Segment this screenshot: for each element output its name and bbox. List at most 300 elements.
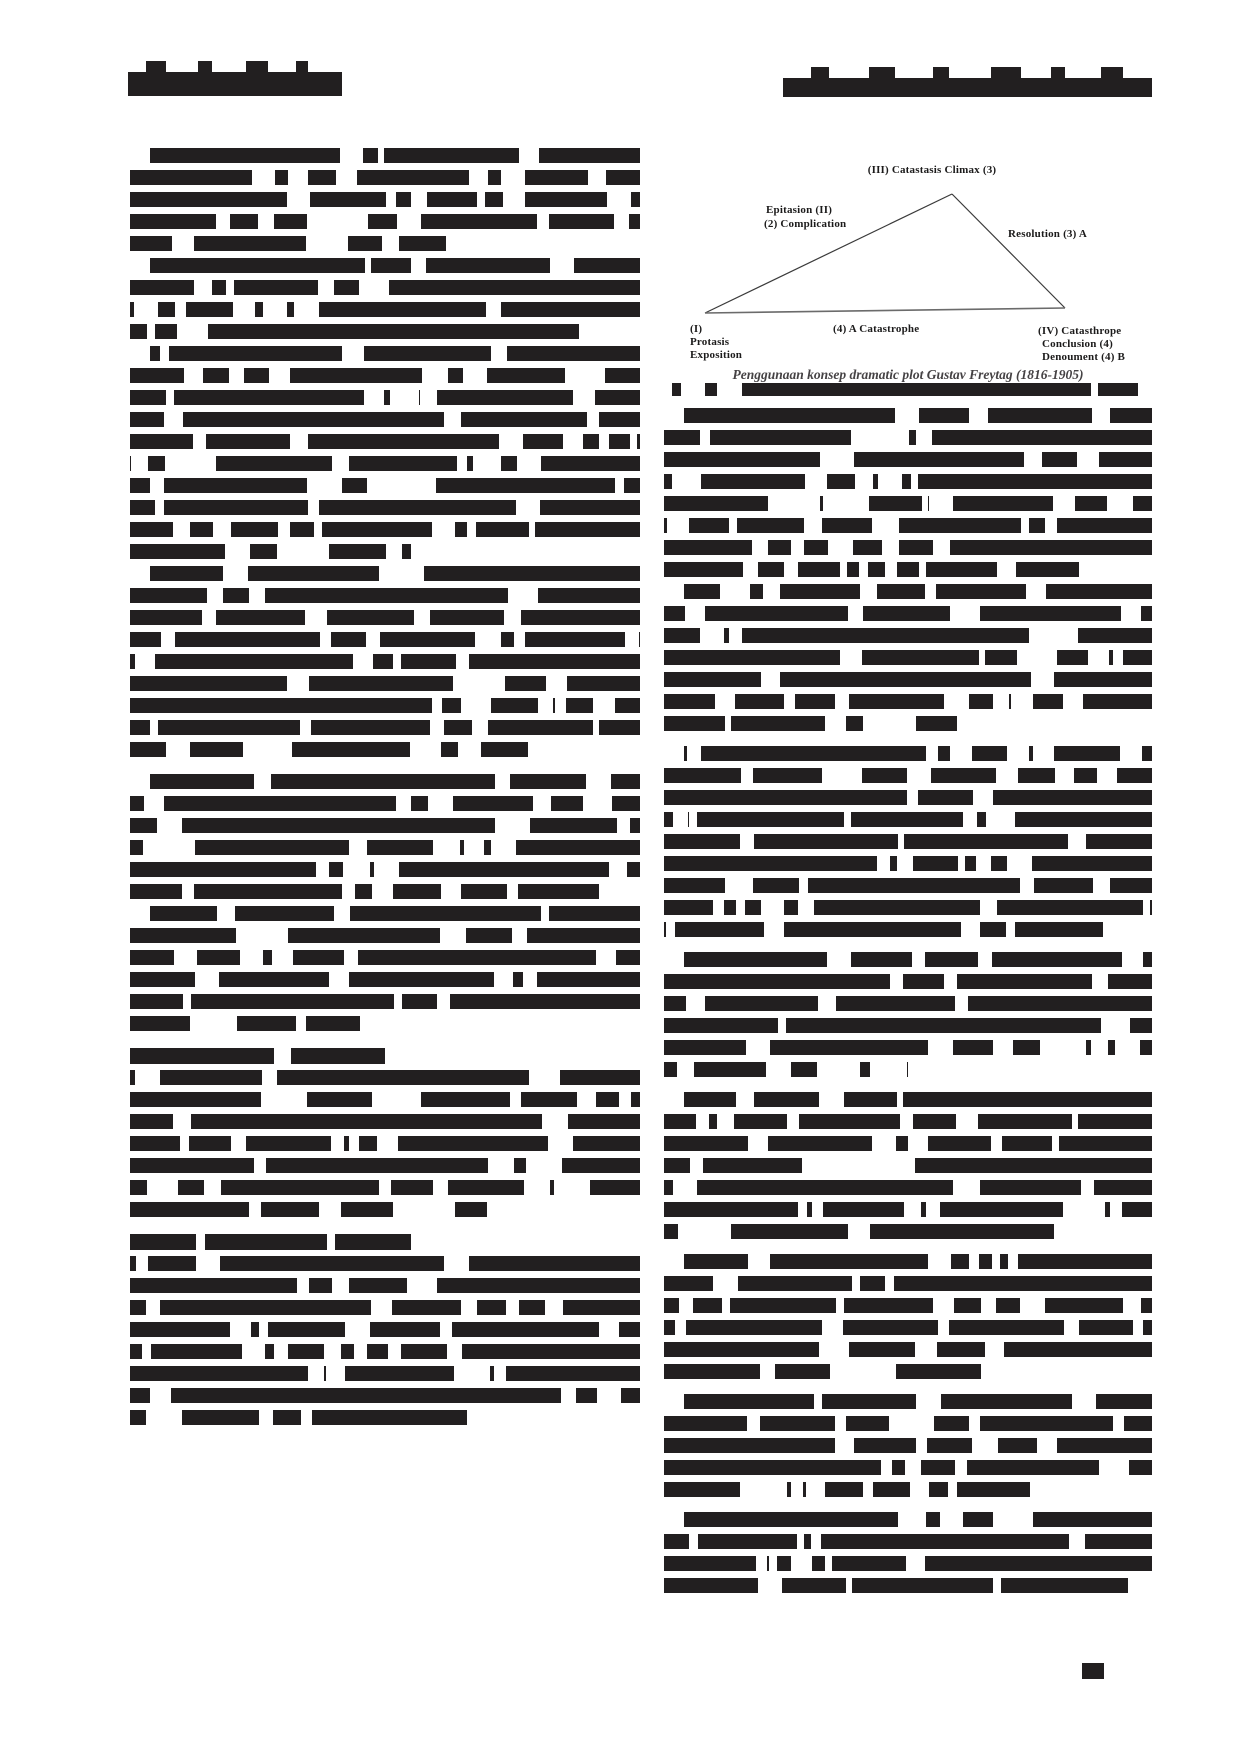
header-left-redaction-bar xyxy=(128,72,342,96)
redacted-text-line xyxy=(130,840,640,855)
redacted-text-line xyxy=(664,540,1152,555)
header-redaction-ascender-bump xyxy=(296,61,308,73)
redaction-word-gap xyxy=(993,1578,1001,1593)
redacted-text-line xyxy=(150,258,640,273)
redaction-word-gap xyxy=(457,456,467,471)
redaction-word-gap xyxy=(297,1278,309,1293)
redaction-word-gap xyxy=(533,796,551,811)
redaction-word-gap xyxy=(287,676,309,691)
redaction-word-gap xyxy=(768,496,820,511)
label-protasis-line3: Exposition xyxy=(690,349,743,361)
header-redaction-ascender-bump xyxy=(933,67,949,79)
redacted-text-line xyxy=(664,496,1152,511)
redaction-word-gap xyxy=(411,258,426,273)
redaction-word-gap xyxy=(823,496,869,511)
redacted-text-line xyxy=(664,1114,1152,1129)
redaction-word-gap xyxy=(997,562,1016,577)
redaction-word-gap xyxy=(916,1438,926,1453)
redacted-text-line xyxy=(664,562,1079,577)
redaction-word-gap xyxy=(411,192,428,207)
redaction-word-gap xyxy=(554,1180,589,1195)
redaction-word-gap xyxy=(955,996,968,1011)
page-number-redaction-block xyxy=(1082,1663,1104,1679)
redaction-word-gap xyxy=(354,1344,367,1359)
redaction-word-gap xyxy=(464,840,484,855)
redaction-word-gap xyxy=(550,258,574,273)
redaction-word-gap xyxy=(504,610,520,625)
redaction-word-gap xyxy=(835,1416,846,1431)
redacted-text-line xyxy=(130,478,640,493)
redacted-text-line xyxy=(684,1254,1152,1269)
redacted-text-line xyxy=(130,1180,640,1195)
redaction-word-gap xyxy=(407,1278,433,1293)
redaction-word-gap xyxy=(1011,694,1033,709)
redacted-text-line xyxy=(664,974,1152,989)
redaction-word-gap xyxy=(213,522,231,537)
redacted-text-line xyxy=(130,170,640,185)
redaction-word-gap xyxy=(908,1136,928,1151)
left-column-redacted-text xyxy=(130,148,640,1432)
redaction-word-gap xyxy=(736,900,745,915)
redaction-word-gap xyxy=(252,170,275,185)
redaction-word-gap xyxy=(1037,1438,1057,1453)
label-epitasion-line1: Epitasion (II) xyxy=(766,204,833,216)
redaction-word-gap xyxy=(980,900,998,915)
redaction-word-gap xyxy=(193,434,206,449)
redaction-word-gap xyxy=(290,434,307,449)
redacted-text-line xyxy=(130,632,640,647)
redacted-text-line xyxy=(130,192,640,207)
redaction-word-gap xyxy=(486,302,501,317)
redaction-word-gap xyxy=(358,214,368,229)
redaction-word-gap xyxy=(183,994,191,1009)
redaction-word-gap xyxy=(916,1394,941,1409)
redaction-word-gap xyxy=(752,540,768,555)
redacted-text-line xyxy=(664,922,1103,937)
label-resolution: Resolution (3) A xyxy=(1008,228,1087,240)
redaction-word-gap xyxy=(586,774,611,789)
redacted-text-line xyxy=(664,768,1152,783)
redaction-word-gap xyxy=(326,1366,346,1381)
redacted-text-line xyxy=(684,1394,1152,1409)
redacted-text-line xyxy=(130,1278,640,1293)
redaction-word-gap xyxy=(919,562,926,577)
redaction-word-gap xyxy=(818,996,836,1011)
redaction-word-gap xyxy=(329,972,349,987)
redaction-word-gap xyxy=(1110,1202,1122,1217)
redaction-word-gap xyxy=(740,1482,751,1497)
redaction-word-gap xyxy=(1091,1040,1108,1055)
redacted-text-line xyxy=(684,408,1152,423)
redaction-word-gap xyxy=(910,1482,928,1497)
redaction-word-gap xyxy=(814,1394,822,1409)
redaction-word-gap xyxy=(1045,518,1057,533)
redaction-word-gap xyxy=(345,1322,369,1337)
redaction-word-gap xyxy=(577,1092,595,1107)
redaction-word-gap xyxy=(587,412,600,427)
redaction-word-gap xyxy=(1123,746,1138,761)
redaction-word-gap xyxy=(473,456,500,471)
redaction-word-gap xyxy=(537,214,549,229)
redaction-word-gap xyxy=(206,1016,224,1031)
redaction-word-gap xyxy=(444,1256,469,1271)
redaction-word-gap xyxy=(320,632,331,647)
redaction-word-gap xyxy=(806,474,827,489)
redaction-word-gap xyxy=(593,720,599,735)
redaction-word-gap xyxy=(907,790,917,805)
redaction-word-gap xyxy=(501,170,526,185)
redaction-word-gap xyxy=(150,478,163,493)
redaction-word-gap xyxy=(687,746,700,761)
redaction-word-gap xyxy=(185,324,208,339)
redacted-text-line xyxy=(150,566,640,581)
redaction-word-gap xyxy=(377,1136,398,1151)
redaction-word-gap xyxy=(254,774,270,789)
redaction-word-gap xyxy=(512,928,527,943)
redaction-word-gap xyxy=(175,302,186,317)
redaction-word-gap xyxy=(992,1254,1000,1269)
redacted-text-line xyxy=(130,610,640,625)
redaction-word-gap xyxy=(1133,1320,1142,1335)
redaction-word-gap xyxy=(1026,584,1046,599)
redaction-word-gap xyxy=(555,698,566,713)
redaction-word-gap xyxy=(443,1202,455,1217)
redaction-word-gap xyxy=(907,768,932,783)
redaction-word-gap xyxy=(700,430,710,445)
redacted-text-line xyxy=(130,412,640,427)
redaction-word-gap xyxy=(196,1256,220,1271)
redaction-word-gap xyxy=(287,192,310,207)
redaction-word-gap xyxy=(274,1344,288,1359)
redaction-word-gap xyxy=(529,522,535,537)
redaction-word-gap xyxy=(388,1344,401,1359)
redaction-word-gap xyxy=(477,192,485,207)
redaction-word-gap xyxy=(1063,1202,1085,1217)
redaction-word-gap xyxy=(615,478,623,493)
redaction-word-gap xyxy=(430,720,444,735)
redacted-text-line xyxy=(664,694,1152,709)
redaction-word-gap xyxy=(933,1298,954,1313)
redaction-word-gap xyxy=(848,1224,869,1239)
redaction-word-gap xyxy=(830,1364,845,1379)
redaction-word-gap xyxy=(900,1114,913,1129)
redaction-word-gap xyxy=(944,974,957,989)
redaction-word-gap xyxy=(143,840,195,855)
redaction-word-gap xyxy=(131,456,147,471)
redaction-word-gap xyxy=(925,584,936,599)
redaction-word-gap xyxy=(625,632,640,647)
redaction-word-gap xyxy=(722,1298,731,1313)
redaction-word-gap xyxy=(811,1534,822,1549)
redaction-word-gap xyxy=(508,588,522,603)
redaction-word-gap xyxy=(1068,834,1086,849)
redaction-word-gap xyxy=(675,474,701,489)
redaction-word-gap xyxy=(316,862,329,877)
redaction-word-gap xyxy=(791,1482,803,1497)
redacted-text-line xyxy=(130,1070,640,1085)
redaction-word-gap xyxy=(667,518,689,533)
redaction-word-gap xyxy=(463,368,487,383)
paragraph-gap xyxy=(664,1084,1152,1092)
redaction-word-gap xyxy=(1143,900,1150,915)
redaction-word-gap xyxy=(1020,878,1034,893)
redaction-word-gap xyxy=(258,214,274,229)
redaction-word-gap xyxy=(379,1180,391,1195)
redaction-word-gap xyxy=(740,834,754,849)
redaction-word-gap xyxy=(877,856,889,871)
redaction-word-gap xyxy=(467,522,475,537)
redaction-word-gap xyxy=(583,796,608,811)
redaction-word-gap xyxy=(979,650,985,665)
redaction-word-gap xyxy=(319,1202,342,1217)
redaction-word-gap xyxy=(922,496,928,511)
redaction-word-gap xyxy=(825,1556,832,1571)
redaction-word-gap xyxy=(748,1136,768,1151)
redaction-word-gap xyxy=(1091,383,1098,396)
redacted-text-line xyxy=(130,928,640,943)
redacted-text-line xyxy=(150,346,640,361)
redacted-text-line xyxy=(130,1410,467,1425)
redaction-word-gap xyxy=(541,906,549,921)
redaction-word-gap xyxy=(1119,1460,1129,1475)
redaction-word-gap xyxy=(202,610,216,625)
redaction-word-gap xyxy=(1017,650,1057,665)
redaction-word-gap xyxy=(725,716,732,731)
redacted-text-line xyxy=(130,676,640,691)
paragraph-gap xyxy=(664,1246,1152,1254)
redacted-text-line xyxy=(130,280,640,295)
redacted-text-line xyxy=(130,1202,487,1217)
redacted-text-line xyxy=(684,1092,1152,1107)
redaction-word-gap xyxy=(1097,768,1117,783)
label-protasis-line1: (I) xyxy=(690,323,703,335)
redaction-word-gap xyxy=(432,522,455,537)
redaction-word-gap xyxy=(906,1556,925,1571)
redaction-word-gap xyxy=(263,302,287,317)
redaction-word-gap xyxy=(696,1114,709,1129)
redacted-text-line xyxy=(130,1158,640,1173)
redaction-word-gap xyxy=(1122,952,1142,967)
redaction-word-gap xyxy=(195,972,219,987)
redaction-word-gap xyxy=(386,544,402,559)
redaction-word-gap xyxy=(386,192,396,207)
caption-redaction-bar xyxy=(672,383,1138,396)
redacted-text-line xyxy=(664,1556,1152,1571)
header-right-redaction-bar xyxy=(783,78,1152,97)
redaction-word-gap xyxy=(563,434,583,449)
redaction-word-gap xyxy=(144,796,164,811)
redacted-text-line xyxy=(130,522,640,537)
redaction-word-gap xyxy=(1088,650,1109,665)
redaction-word-gap xyxy=(677,1062,694,1077)
redaction-word-gap xyxy=(332,456,349,471)
redaction-word-gap xyxy=(166,742,190,757)
redaction-word-gap xyxy=(277,544,329,559)
redaction-word-gap xyxy=(993,694,1009,709)
redaction-word-gap xyxy=(503,192,525,207)
redaction-word-gap xyxy=(340,148,363,163)
redaction-word-gap xyxy=(729,518,737,533)
redaction-word-gap xyxy=(769,1556,778,1571)
redaction-word-gap xyxy=(456,654,469,669)
redaction-word-gap xyxy=(761,672,780,687)
redaction-word-gap xyxy=(390,390,412,405)
redacted-text-line xyxy=(130,1366,640,1381)
redaction-word-gap xyxy=(836,1298,845,1313)
redaction-word-gap xyxy=(182,884,194,899)
redaction-word-gap xyxy=(911,474,917,489)
freytag-pyramid-figure xyxy=(664,148,1152,404)
paragraph-gap xyxy=(664,1504,1152,1512)
redaction-word-gap xyxy=(499,434,523,449)
redaction-word-gap xyxy=(958,856,966,871)
redaction-word-gap xyxy=(926,1202,940,1217)
redaction-word-gap xyxy=(746,1040,770,1055)
redaction-word-gap xyxy=(352,346,363,361)
redaction-word-gap xyxy=(1052,1136,1059,1151)
redaction-word-gap xyxy=(288,170,308,185)
right-column xyxy=(664,148,1152,1600)
redaction-word-gap xyxy=(827,952,851,967)
redacted-text-line xyxy=(664,1276,1152,1291)
redaction-word-gap xyxy=(196,1234,205,1250)
redacted-text-line xyxy=(664,452,1152,467)
redaction-word-gap xyxy=(828,540,853,555)
redaction-word-gap xyxy=(249,1202,261,1217)
redaction-word-gap xyxy=(1055,768,1073,783)
redacted-text-line xyxy=(664,1460,1152,1475)
redaction-word-gap xyxy=(695,996,703,1011)
redaction-word-gap xyxy=(174,412,183,427)
redaction-word-gap xyxy=(444,412,461,427)
redaction-word-gap xyxy=(461,1300,476,1315)
redaction-word-gap xyxy=(812,1202,823,1217)
redacted-text-line xyxy=(664,650,1152,665)
redacted-text-line xyxy=(664,878,1152,893)
redaction-word-gap xyxy=(825,716,846,731)
redaction-word-gap xyxy=(700,628,724,643)
paragraph-gap xyxy=(130,1038,640,1048)
redaction-word-gap xyxy=(881,1460,893,1475)
redaction-word-gap xyxy=(440,1322,451,1337)
redaction-word-gap xyxy=(756,1556,767,1571)
redaction-word-gap xyxy=(1121,606,1141,621)
redaction-word-gap xyxy=(985,1342,1004,1357)
redaction-word-gap xyxy=(332,1278,349,1293)
redaction-word-gap xyxy=(447,1344,462,1359)
redaction-word-gap xyxy=(548,1136,573,1151)
redacted-text-line xyxy=(664,1482,1030,1497)
redaction-word-gap xyxy=(231,1136,246,1151)
redaction-word-gap xyxy=(859,562,868,577)
redaction-word-gap xyxy=(157,818,182,833)
redacted-text-line xyxy=(664,1202,1152,1217)
redaction-word-gap xyxy=(510,1092,520,1107)
redaction-word-gap xyxy=(1007,856,1032,871)
redaction-word-gap xyxy=(233,302,255,317)
redaction-word-gap xyxy=(529,1070,550,1085)
redaction-word-gap xyxy=(516,500,540,515)
redacted-text-line xyxy=(130,884,599,899)
redacted-text-line xyxy=(664,1320,1152,1335)
redaction-word-gap xyxy=(374,862,399,877)
redacted-text-line xyxy=(130,720,640,735)
redaction-word-gap xyxy=(1029,628,1078,643)
redaction-word-gap xyxy=(1069,1534,1085,1549)
redaction-word-gap xyxy=(1006,922,1015,937)
redaction-word-gap xyxy=(432,698,442,713)
redaction-word-gap xyxy=(689,1534,698,1549)
redacted-text-line xyxy=(130,368,640,383)
redaction-word-gap xyxy=(394,994,402,1009)
right-column-redacted-text xyxy=(664,408,1152,1593)
redaction-word-gap xyxy=(955,1460,966,1475)
redacted-text-line xyxy=(130,1256,640,1271)
redaction-word-gap xyxy=(599,1322,619,1337)
redaction-word-gap xyxy=(1021,518,1029,533)
redacted-text-line xyxy=(130,544,411,559)
redaction-word-gap xyxy=(146,1410,170,1425)
redaction-word-gap xyxy=(166,390,173,405)
paragraph-gap xyxy=(664,944,1152,952)
redaction-word-gap xyxy=(787,1114,799,1129)
redacted-text-line xyxy=(130,796,640,811)
redaction-word-gap xyxy=(225,544,250,559)
redaction-word-gap xyxy=(885,562,896,577)
redacted-text-line xyxy=(664,672,1152,687)
redaction-word-gap xyxy=(454,1366,490,1381)
redaction-word-gap xyxy=(596,950,616,965)
label-complication-line2: (2) Complication xyxy=(764,218,847,230)
redaction-word-gap xyxy=(226,280,235,295)
redacted-text-line xyxy=(130,994,640,1009)
redaction-word-gap xyxy=(475,632,501,647)
redaction-word-gap xyxy=(859,430,909,445)
redaction-word-gap xyxy=(174,950,196,965)
redacted-text-line xyxy=(664,1578,1128,1593)
redaction-word-gap xyxy=(617,818,630,833)
redaction-word-gap xyxy=(259,1410,273,1425)
redaction-word-gap xyxy=(840,650,863,665)
redaction-word-gap xyxy=(717,383,742,396)
redaction-word-gap xyxy=(806,1482,824,1497)
redacted-text-line xyxy=(664,1018,1152,1033)
redacted-text-line xyxy=(130,1092,640,1107)
redaction-word-gap xyxy=(342,346,354,361)
redacted-text-line xyxy=(664,1158,1152,1173)
redaction-word-gap xyxy=(514,632,525,647)
redaction-word-gap xyxy=(844,812,851,827)
redaction-word-gap xyxy=(565,368,605,383)
redaction-word-gap xyxy=(882,540,899,555)
redaction-word-gap xyxy=(889,1416,934,1431)
redaction-word-gap xyxy=(308,1366,324,1381)
redaction-word-gap xyxy=(150,720,157,735)
redacted-text-line xyxy=(664,606,1152,621)
redaction-word-gap xyxy=(269,742,292,757)
redaction-word-gap xyxy=(904,1202,921,1217)
redaction-word-gap xyxy=(207,588,223,603)
redaction-word-gap xyxy=(135,654,155,669)
redaction-word-gap xyxy=(278,522,290,537)
redaction-word-gap xyxy=(1063,694,1083,709)
redaction-word-gap xyxy=(846,1578,852,1593)
redaction-word-gap xyxy=(784,562,799,577)
redaction-word-gap xyxy=(976,856,991,871)
redaction-word-gap xyxy=(870,1062,907,1077)
redaction-word-gap xyxy=(410,742,442,757)
redaction-word-gap xyxy=(689,812,696,827)
